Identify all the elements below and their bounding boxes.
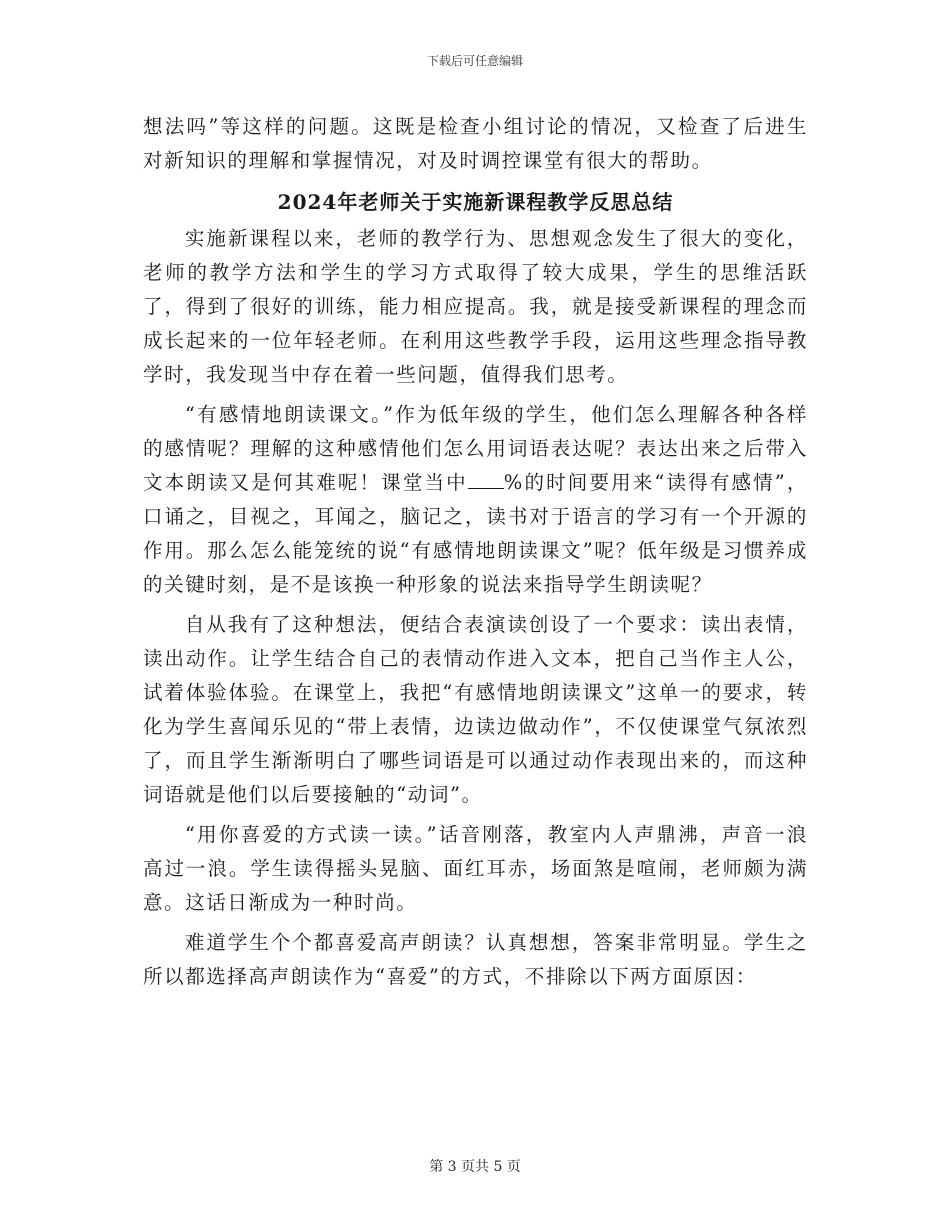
paragraph-loud-reading: 难道学生个个都喜爱高声朗读？认真想想，答案非常明显。学生之所以都选择高声朗读作为“喜爱”的方式，不排除以下两方面原因： — [143, 931, 808, 988]
fill-in-blank — [468, 470, 504, 489]
paragraph-favorite-way: “用你喜爱的方式读一读。”话音刚落，教室内人声鼎沸，声音一浪高过一浪。学生读得摇头晃脑、面红耳赤，场面煞是喧闹，老师颇为满意。这话日渐成为一种时尚。 — [143, 823, 808, 914]
document-title: 2024年老师关于实施新课程教学反思总结 — [277, 190, 674, 214]
document-body — [143, 110, 808, 994]
page-footer: 第 3 页共 5 页 — [429, 1159, 521, 1175]
page-header-note: 下载后可任意编辑 — [426, 54, 523, 68]
paragraph-performance-reading: 自从我有了这种想法，便结合表演读创设了一个要求：读出表情，读出动作。让学生结合自己的表情动作进入文本，把自己当作主人公，试着体验体验。在课堂上，我把“有感情地朗读课文”这单一的要求，转化为学生喜闻乐见的“带上表情，边读边做动作”，不仅使课堂气氛浓烈了，而且学生渐渐明白了哪些词语是可以通过动作表现出来的，而这种词语就是他们以后要接触的“动词”。 — [143, 613, 808, 806]
paragraph-emotional-reading — [143, 398, 808, 602]
continued-paragraph: 想法吗”等这样的问题。这既是检查小组讨论的情况，又检查了后进生对新知识的理解和掌握情况，对及时调控课堂有很大的帮助。 — [143, 115, 808, 172]
paragraph-emotional-reading-part2: %的时间要用来“读得有感情”，口诵之，目视之，耳闻之，脑记之，读书对于语言的学习有一个开源的作用。那么怎么能笼统的说“有感情地朗读课文”呢？低年级是习惯养成的关键时刻，是不是该换一种形象的说法来指导学生朗读呢？ — [143, 471, 808, 596]
paragraph-emotional-reading-part1: “有感情地朗读课文。”作为低年级的学生，他们怎么理解各种各样的感情呢？理解的这种感情他们怎么用词语表达呢？表达出来之后带入文本朗读又是何其难呢！课堂当中 — [143, 403, 808, 494]
paragraph-intro: 实施新课程以来，老师的教学行为、思想观念发生了很大的变化，老师的教学方法和学生的学习方式取得了较大成果，学生的思维活跃了，得到了很好的训练，能力相应提高。我，就是接受新课程的理念而成长起来的一位年轻老师。在利用这些教学手段，运用这些理念指导教学时，我发现当中存在着一些问题，值得我们思考。 — [143, 227, 808, 386]
